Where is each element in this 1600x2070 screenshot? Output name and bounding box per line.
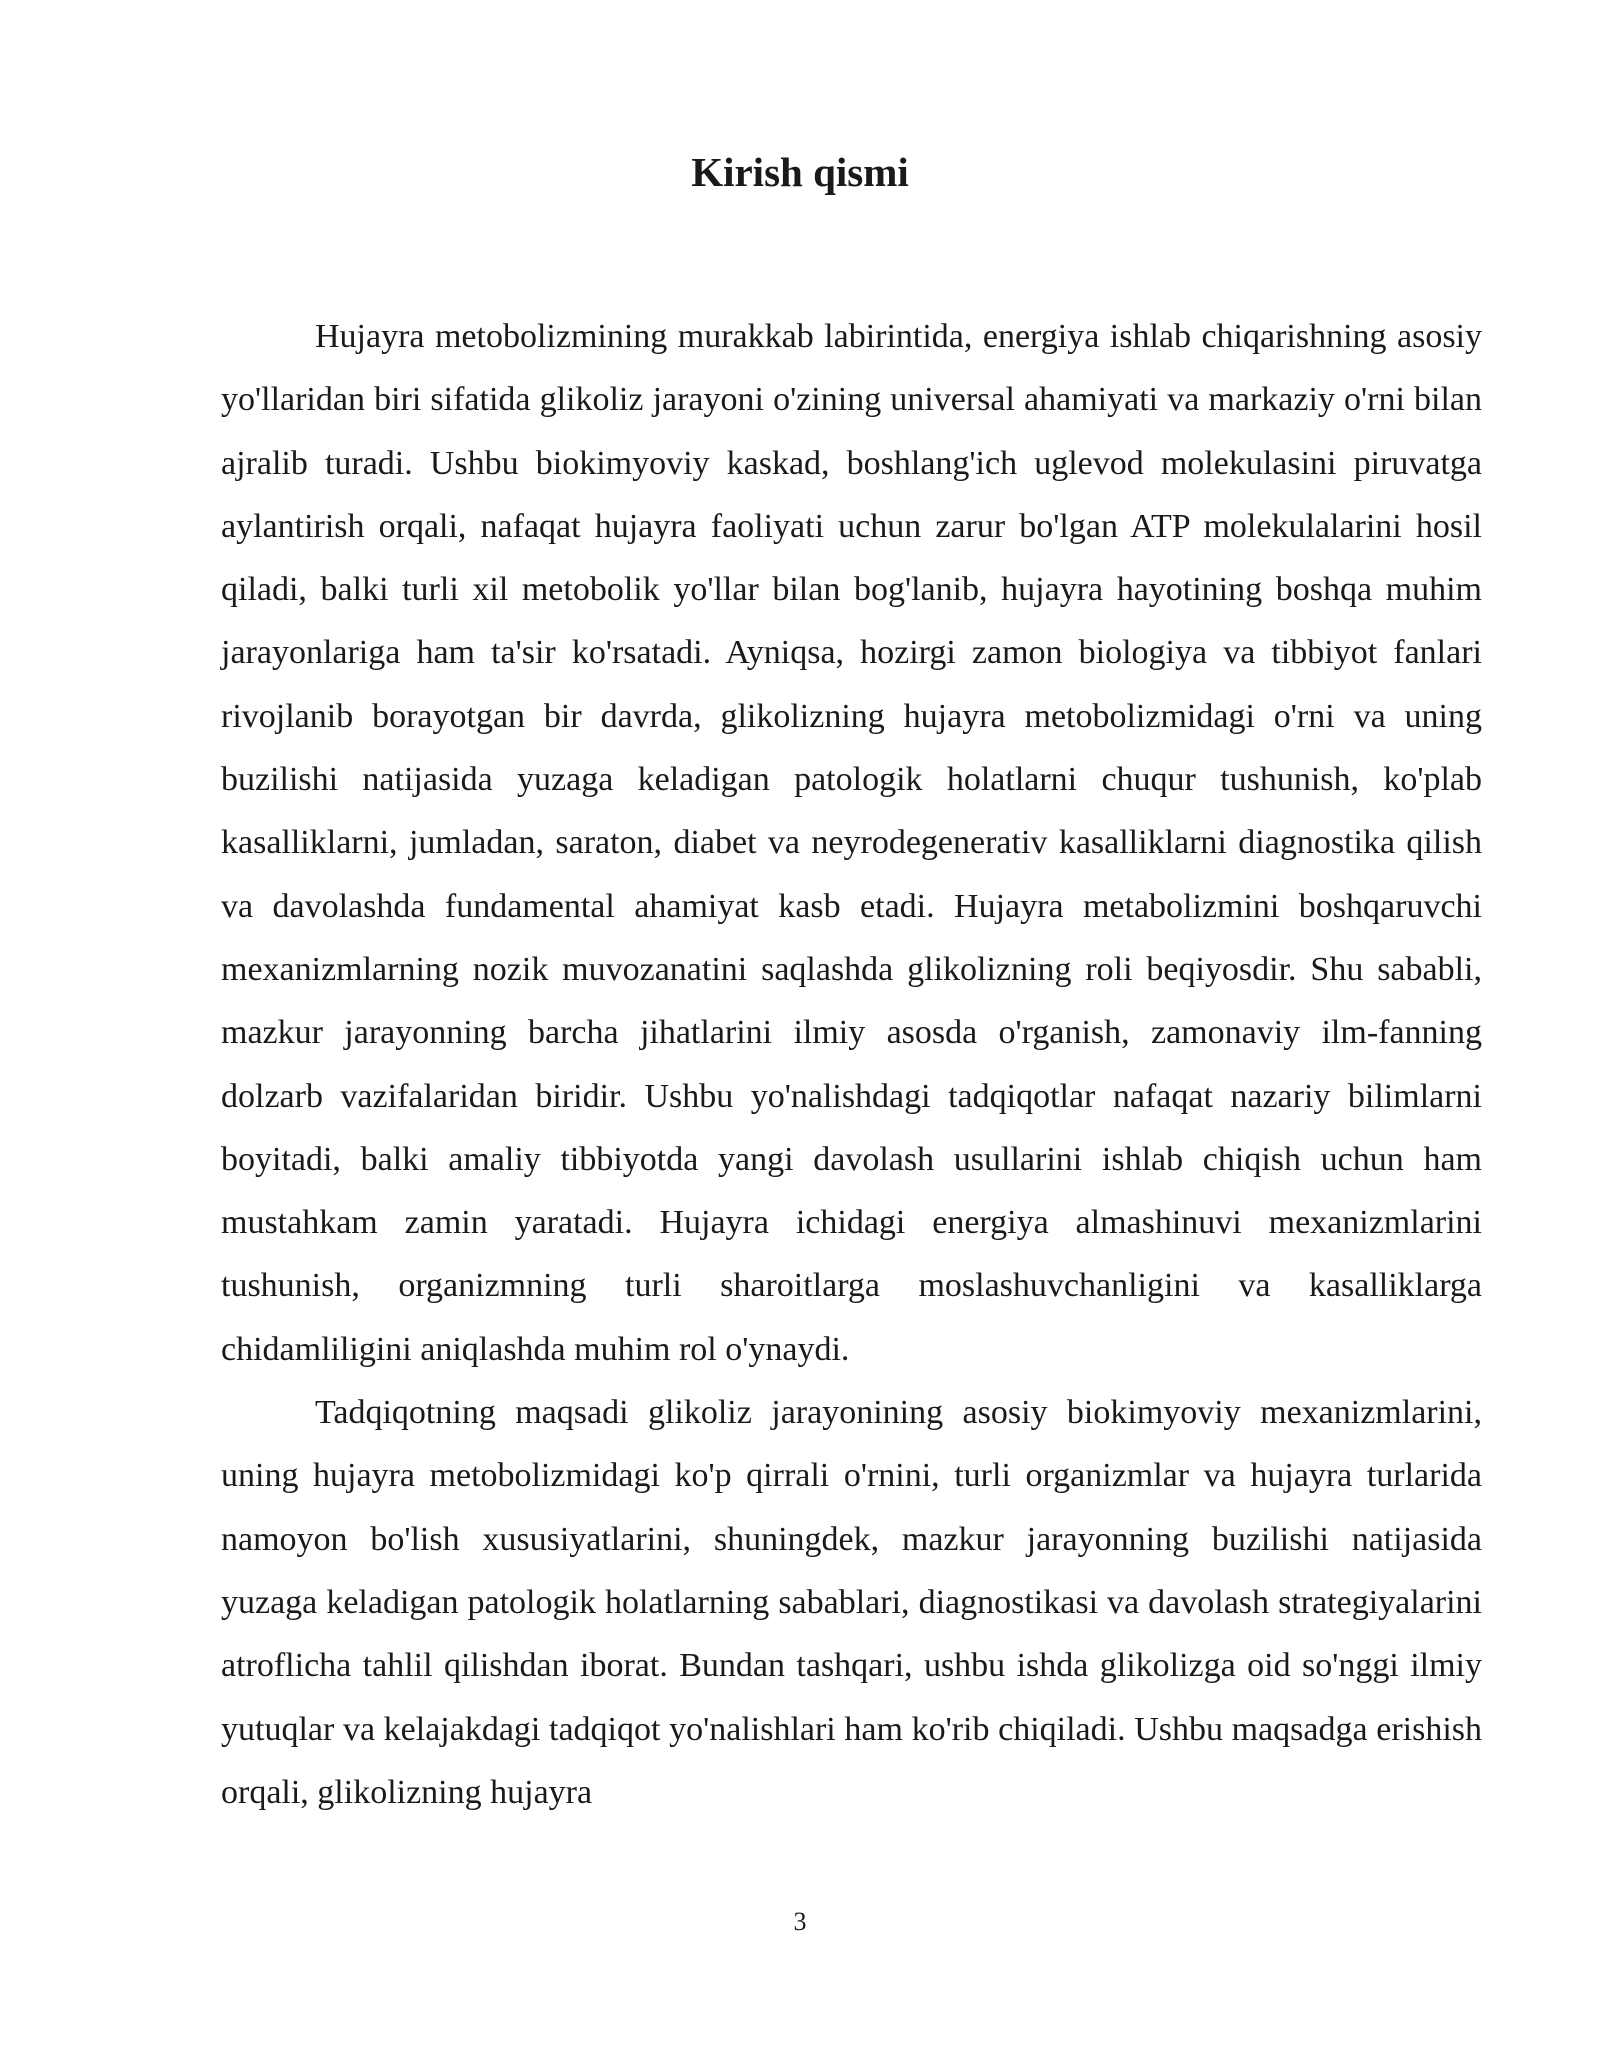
page-number: 3: [793, 1907, 807, 1936]
body-text: [221, 305, 1482, 1824]
page-title: Kirish qismi: [691, 149, 909, 195]
paragraph-research-goal: Tadqiqotning maqsadi glikoliz jarayonining asosiy biokimyoviy mexanizmlarini, uning hujayra metobolizmidagi ko'p qirrali o'rnini, turli organizmlar va hujayra turlarida namoyon bo'lish xususiyatlarini, shuningdek, mazkur jarayonning buzilishi natijasida yuzaga keladigan patologik holatlarning sabablari, diagnostikasi va davolash strategiyalarini atroflicha tahlil qilishdan iborat. Bundan tashqari, ushbu ishda glikolizga oid so'nggi ilmiy yutuqlar va kelajakdagi tadqiqot yo'nalishlari ham ko'rib chiqiladi. Ushbu maqsadga erishish orqali, glikolizning hujayra: [221, 1394, 1482, 1811]
paragraph-intro: Hujayra metobolizmining murakkab labirintida, energiya ishlab chiqarishning asosiy yo'llaridan biri sifatida glikoliz jarayoni o'zining universal ahamiyati va markaziy o'rni bilan ajralib turadi. Ushbu biokimyoviy kaskad, boshlang'ich uglevod molekulasini piruvatga aylantirish orqali, nafaqat hujayra faoliyati uchun zarur bo'lgan ATP molekulalarini hosil qiladi, balki turli xil metobolik yo'llar bilan bog'lanib, hujayra hayotining boshqa muhim jarayonlariga ham ta'sir ko'rsatadi. Ayniqsa, hozirgi zamon biologiya va tibbiyot fanlari rivojlanib borayotgan bir davrda, glikolizning hujayra metobolizmidagi o'rni va uning buzilishi natijasida yuzaga keladigan patologik holatlarni chuqur tushunish, ko'plab kasalliklarni, jumladan, saraton, diabet va neyrodegenerativ kasalliklarni diagnostika qilish va davolashda fundamental ahamiyat kasb etadi. Hujayra metabolizmini boshqaruvchi mexanizmlarning nozik muvozanatini saqlashda glikolizning roli beqiyosdir. Shu sababli, mazkur jarayonning barcha jihatlarini ilmiy asosda o'rganish, zamonaviy ilm-fanning dolzarb vazifalaridan biridir. Ushbu yo'nalishdagi tadqiqotlar nafaqat nazariy bilimlarni boyitadi, balki amaliy tibbiyotda yangi davolash usullarini ishlab chiqish uchun ham mustahkam zamin yaratadi. Hujayra ichidagi energiya almashinuvi mexanizmlarini tushunish, organizmning turli sharoitlarga moslashuvchanligini va kasalliklarga chidamliligini aniqlashda muhim rol o'ynaydi.: [221, 318, 1482, 1368]
